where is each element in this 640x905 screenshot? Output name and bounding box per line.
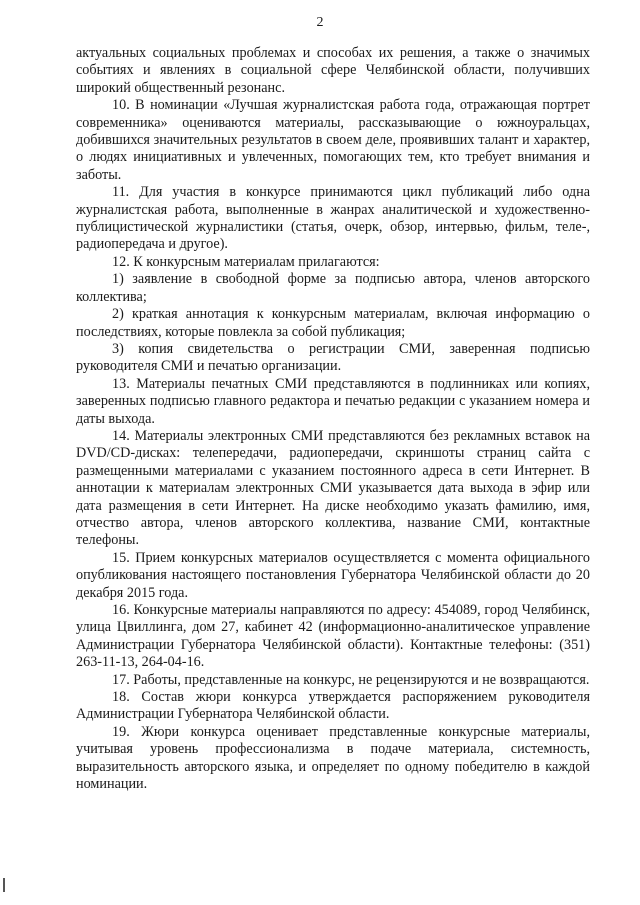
paragraph-16: 16. Конкурсные материалы направляются по адресу: 454089, город Челябинск, улица Цвиллинга, дом 27, кабинет 42 (информационно-аналитическое управление Администрации Губернатора Челябинской области). Контактные телефоны: (351) 263-11-13, 264-04-16. (76, 602, 590, 671)
list-item-1: 1) заявление в свободной форме за подписью автора, членов авторского коллектива; (76, 271, 590, 305)
list-item-3: 3) копия свидетельства о регистрации СМИ, заверенная подписью руководителя СМИ и печатью организации. (76, 340, 590, 375)
paragraph-13: 13. Материалы печатных СМИ представляются в подлинниках или копиях, заверенных подписью главного редактора и печатью редакции с указанием номера и даты выхода. (76, 375, 590, 427)
paragraph-19: 19. Жюри конкурса оценивает представленные конкурсные материалы, учитывая уровень профессионализма в подаче материала, системность, выразительность авторского языка, и определяет по одному победителю в каждой номинации. (76, 723, 590, 793)
paragraph-12: 12. К конкурсным материалам прилагаются: (112, 253, 380, 270)
paragraph-continuation: актуальных социальных проблемах и способах их решения, а также о значимых событиях и явлениях в социальной сфере Челябинской области, получивших широкий общественный резонанс. (76, 45, 590, 96)
paragraph-10: 10. В номинации «Лучшая журналистская работа года, отражающая портрет современника» оцениваются материалы, рассказывающие о южноуральцах, добившихся значительных результатов в своем деле, проявивших талант и характер, о людях инициативных и увлеченных, помогающих тем, кто требует внимания и заботы. (76, 97, 590, 183)
paragraph-15: 15. Прием конкурсных материалов осуществляется с момента официального опубликования настоящего постановления Губернатора Челябинской области до 20 декабря 2015 года. (76, 549, 590, 601)
paragraph-17: 17. Работы, представленные на конкурс, не рецензируются и не возвращаются. (112, 671, 590, 688)
paragraph-11: 11. Для участия в конкурсе принимаются цикл публикаций либо одна журналистская работа, выполненные в жанрах аналитической и художественно-публицистической журналистики (статья, очерк, обзор, интервью, фильм, теле-, радиопередача и другое). (76, 184, 590, 253)
scan-edge-mark (3, 878, 5, 892)
paragraph-18: 18. Состав жюри конкурса утверждается распоряжением руководителя Администрации Губернатора Челябинской области. (76, 689, 590, 723)
paragraph-14: 14. Материалы электронных СМИ представляются без рекламных вставок на DVD/CD-дисках: телепередачи, радиопередачи, скриншоты страниц сайта с размещенными материалами с указанием постоянного адреса в сети Интернет. В аннотации к материалам электронных СМИ указывается дата выхода в эфир или дата размещения в сети Интернет. На диске необходимо указать фамилию, имя, отчество автора, членов авторского коллектива, название СМИ, контактные телефоны. (76, 427, 590, 549)
page-number: 2 (316, 15, 324, 30)
list-item-2: 2) краткая аннотация к конкурсным материалам, включая информацию о последствиях, которые повлекла за собой публикация; (76, 306, 590, 340)
document-body (76, 45, 590, 793)
